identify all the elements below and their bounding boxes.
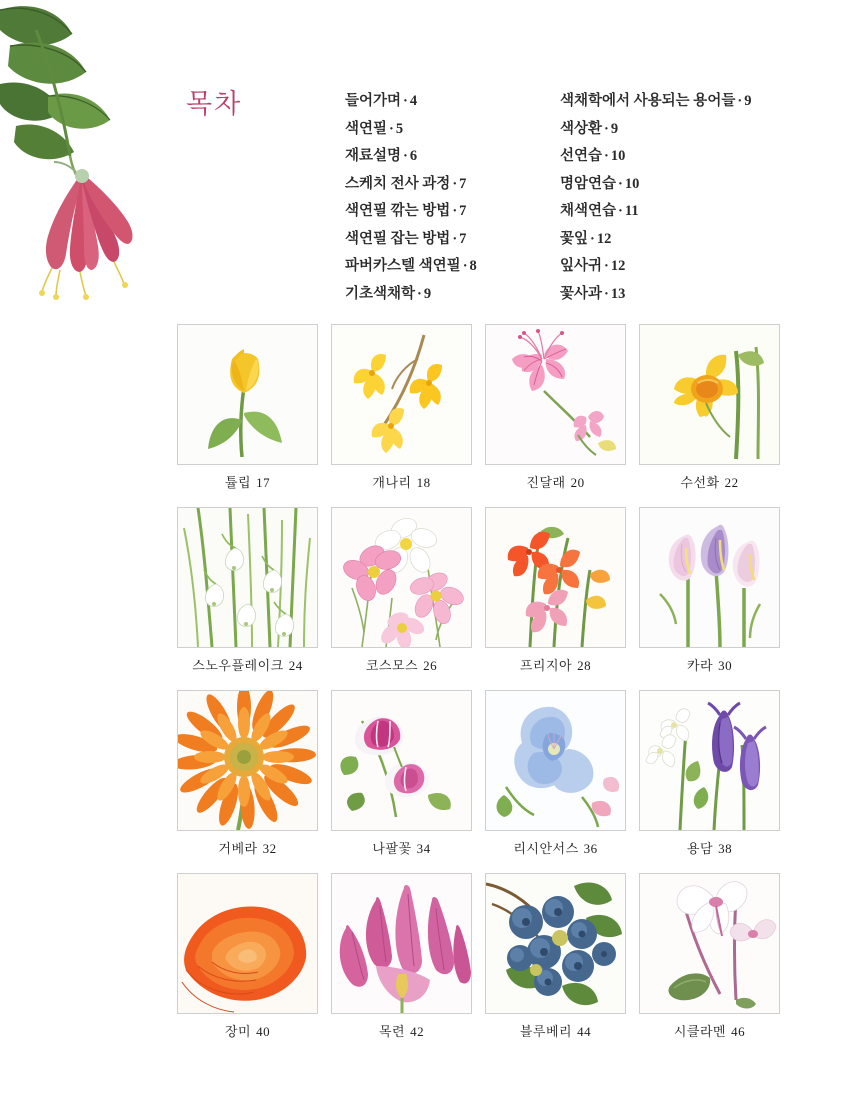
toc-entry-page: 9 [744,93,752,109]
plate-caption [177,472,318,491]
toc-entry-label: 잎사귀 [560,258,603,274]
plate-caption [177,1021,318,1040]
toc-entry-separator: · [737,93,743,109]
toc-entry-label: 재료설명 [345,148,402,164]
cyclamen-illustration [639,873,780,1014]
plate-item [331,873,472,1044]
snowflake-flower-illustration [177,507,318,648]
toc-entry-label: 스케치 전사 과정 [345,175,451,192]
toc-entry [560,226,751,254]
flower-plate-grid [177,324,780,1044]
toc-entry [345,198,477,226]
toc-entry-separator: · [452,230,458,247]
plate-item [177,690,318,861]
toc-entry [560,88,751,116]
toc-entry-page: 9 [423,285,432,302]
toc-entry [560,143,751,171]
gerbera-illustration [177,690,318,831]
plate-name: 블루베리 [519,1024,573,1039]
toc-entry-separator: · [604,120,609,137]
plate-caption [177,655,318,674]
plate-caption [639,838,780,857]
rose-illustration [177,873,318,1014]
plate-caption [331,1021,472,1040]
toc-entry-page: 12 [610,258,626,274]
toc-entry [560,281,751,309]
toc-entry-page: 4 [409,93,418,109]
plate-page: 18 [416,475,431,490]
toc-entry-page: 7 [459,175,467,192]
toc-entry-separator: · [618,203,623,219]
plate-item [639,690,780,861]
toc-entry-page: 11 [624,203,639,219]
toc-entry-page: 5 [395,120,404,137]
plate-item [485,873,626,1044]
toc-entry [345,88,477,116]
toc-entry-label: 선연습 [560,148,603,164]
page-title: 목차 [186,89,243,119]
toc-entry [345,281,477,309]
plate-item [331,324,472,495]
plate-item [639,873,780,1044]
toc-entry-label: 꽃잎 [560,230,589,247]
toc-entry-separator: · [604,285,609,302]
plate-caption [639,655,780,674]
plate-item [639,507,780,678]
plate-caption [485,1021,626,1040]
toc-entry-page: 9 [610,120,619,137]
contents-column-right [560,88,751,308]
plate-page: 44 [577,1024,592,1039]
plate-name: 나팔꽃 [372,841,412,856]
plate-name: 용담 [686,841,714,856]
toc-entry [345,226,477,254]
plate-name: 프리지아 [519,658,573,673]
toc-entry-page: 7 [459,203,467,219]
toc-entry-separator: · [452,203,458,219]
toc-entry [560,116,751,144]
plate-caption [331,472,472,491]
toc-entry-page: 10 [610,148,626,164]
plate-page: 38 [718,841,733,856]
toc-entry-label: 명암연습 [560,175,617,192]
contents-column-left [345,88,477,308]
toc-entry [560,198,751,226]
plate-item [177,324,318,495]
toc-entry-separator: · [452,175,458,192]
toc-entry [345,253,477,281]
toc-entry-label: 파버카스텔 색연필 [345,258,461,274]
toc-entry-page: 8 [469,258,477,274]
plate-page: 22 [724,475,739,490]
plate-caption [177,838,318,857]
toc-entry-page: 13 [610,285,626,302]
plate-caption [331,655,472,674]
forsythia-illustration [331,324,472,465]
plate-caption [485,838,626,857]
plate-page: 46 [731,1024,746,1039]
plate-item [485,690,626,861]
plate-name: 코스모스 [365,658,419,673]
toc-entry-separator: · [462,258,468,274]
plate-name: 튤립 [224,475,252,490]
toc-entry-separator: · [604,148,609,164]
magnolia-illustration [331,873,472,1014]
honeysuckle-branch-illustration [0,0,170,310]
toc-entry-page: 12 [596,230,612,247]
toc-entry-label: 색연필 [345,120,388,137]
plate-page: 36 [583,841,598,856]
plate-caption [331,838,472,857]
plate-caption [485,472,626,491]
plate-name: 거베라 [218,841,258,856]
toc-entry-label: 색연필 잡는 방법 [345,230,451,247]
plate-name: 진달래 [526,475,566,490]
plate-page: 26 [423,658,438,673]
plate-item [485,324,626,495]
plate-item [639,324,780,495]
plate-name: 시클라멘 [673,1024,727,1039]
plate-name: 수선화 [680,475,720,490]
plate-item [331,690,472,861]
plate-item [177,873,318,1044]
toc-entry-label: 기초색채학 [345,285,416,302]
plate-item [485,507,626,678]
morning-glory-illustration [331,690,472,831]
toc-entry-separator: · [590,230,595,247]
calla-lily-illustration [639,507,780,648]
plate-page: 20 [570,475,585,490]
blueberry-illustration [485,873,626,1014]
plate-name: 개나리 [372,475,412,490]
toc-entry [345,171,477,199]
toc-entry-label: 색상환 [560,120,603,137]
toc-entry [560,253,751,281]
plate-caption [639,472,780,491]
toc-entry [560,171,751,199]
daffodil-illustration [639,324,780,465]
azalea-illustration [485,324,626,465]
toc-entry-page: 10 [624,175,640,192]
plate-page: 32 [262,841,277,856]
toc-entry-separator: · [417,285,422,302]
plate-page: 24 [288,658,303,673]
toc-entry-label: 색채학에서 사용되는 용어들 [560,93,736,109]
plate-page: 42 [410,1024,425,1039]
gentian-illustration [639,690,780,831]
plate-page: 34 [416,841,431,856]
toc-entry-separator: · [403,148,408,164]
toc-entry-separator: · [618,175,623,192]
plate-page: 40 [256,1024,271,1039]
lisianthus-illustration [485,690,626,831]
toc-entry-label: 색연필 깎는 방법 [345,203,451,219]
freesia-illustration [485,507,626,648]
plate-caption [639,1021,780,1040]
plate-name: 카라 [686,658,714,673]
plate-name: 목련 [378,1024,406,1039]
toc-entry-label: 채색연습 [560,203,617,219]
toc-entry-label: 꽃사과 [560,285,603,302]
tulip-illustration [177,324,318,465]
plate-page: 17 [256,475,271,490]
toc-entry-page: 7 [459,230,467,247]
plate-page: 28 [577,658,592,673]
toc-entry [345,116,477,144]
plate-name: 스노우플레이크 [192,658,284,673]
toc-entry-separator: · [604,258,609,274]
toc-entry-label: 들어가며 [345,93,402,109]
plate-page: 30 [718,658,733,673]
plate-caption [485,655,626,674]
plate-name: 장미 [224,1024,252,1039]
plate-item [331,507,472,678]
toc-entry-separator: · [389,120,394,137]
toc-entry-page: 6 [409,148,418,164]
toc-entry-separator: · [403,93,408,109]
plate-item [177,507,318,678]
cosmos-illustration [331,507,472,648]
plate-name: 리시안서스 [513,841,579,856]
toc-entry [345,143,477,171]
